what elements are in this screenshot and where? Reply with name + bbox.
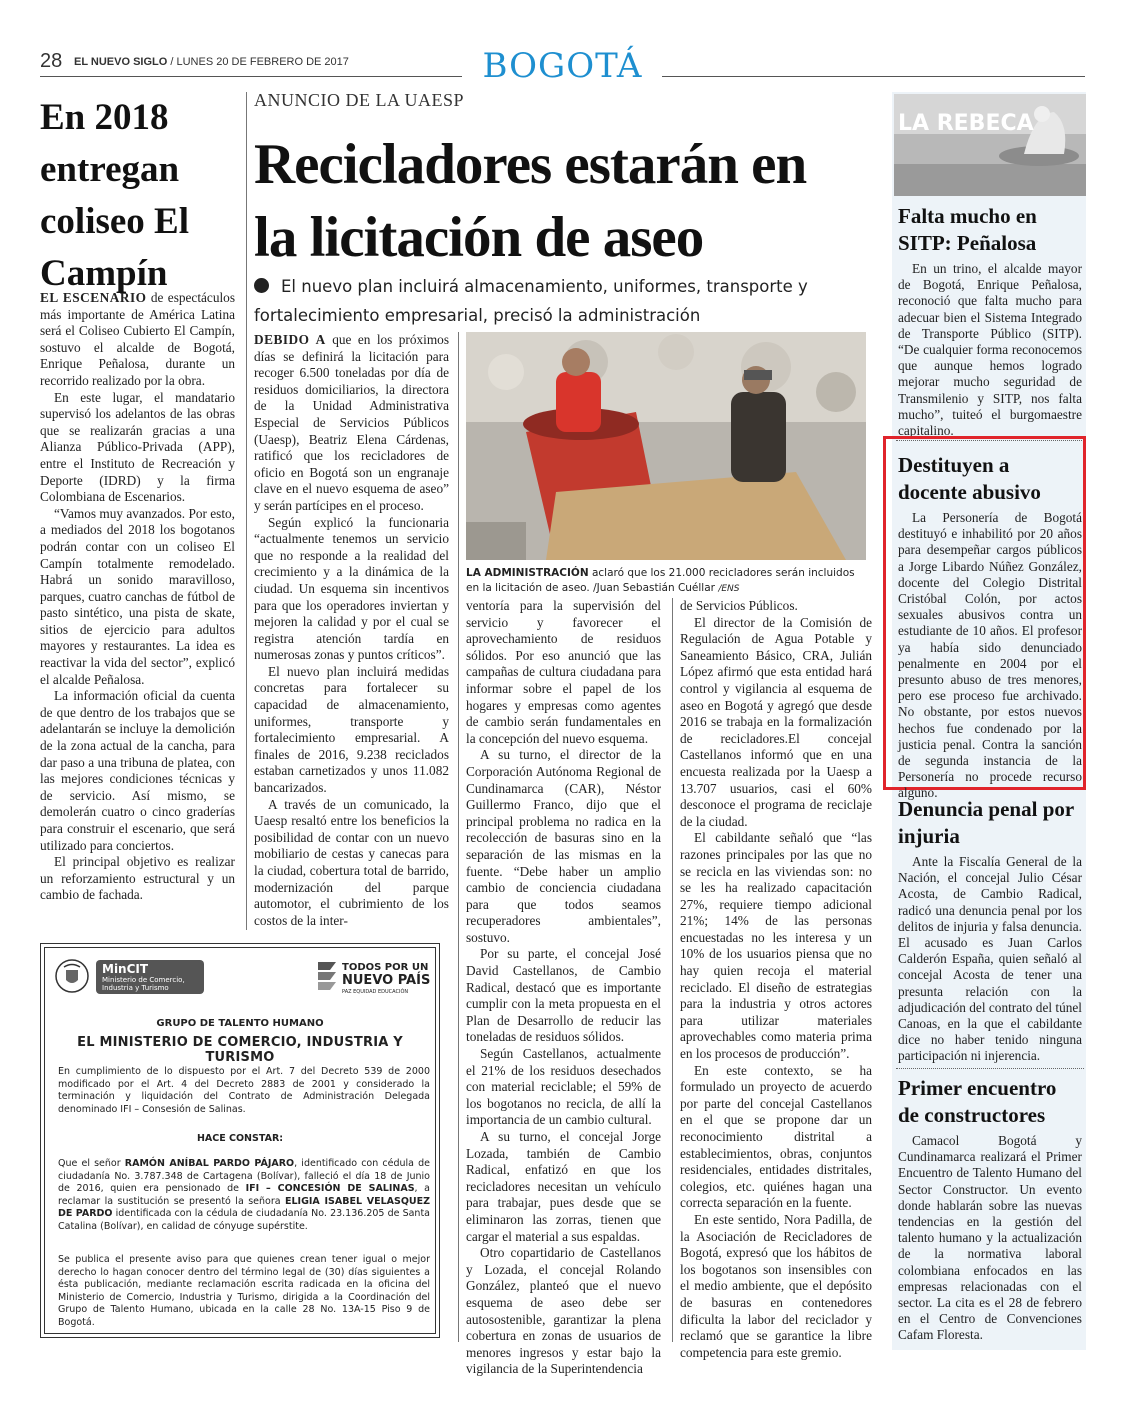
main-column-2	[466, 598, 661, 1378]
section-title: BOGOTÁ	[482, 46, 643, 86]
column-divider	[672, 598, 673, 1342]
left-article-body	[40, 290, 235, 904]
main-paragraph: Según explicó la funcionaria “actualmente tenemos un servicio que no responde a la realidad del crecimiento y a la dinámica de la ciudad. Un esquema sin incentivos para que los operadores inviertan y mejoren la calidad y por el cual se registra atención tardía en numerosas zonas y puntos críticos”.	[254, 514, 449, 663]
main-paragraph: A su turno, el director de la Corporación Autónoma Regional de Cundinamarca (CAR), Néstor Guillermo Franco, dijo que el principal problema no radica en la recolección de basuras sino en la separación de las mismas en la fuente. “Debe haber un amplio cambio de conciencia ciudadana para que todos seamos recuperadores ambientales”, sostuvo.	[466, 747, 661, 945]
article-photo	[466, 332, 866, 560]
sidebar-item-text: En un trino, el alcalde mayor de Bogotá, Enrique Peñalosa, reconoció que falta mucho para adecuar bien el Sistema Integrado de Transporte Público (SITP). “De cualquier forma reconocemos que aunque hemos logrado mejorar mucho seguridad de Transmilenio y SITP, nos falta mucho”, tuiteó el burgomaestre capitalino.	[898, 261, 1082, 439]
left-lead: EL ESCENARIO	[40, 290, 147, 305]
ad-closing: Se publica el presente aviso para que quienes crean tener igual o mejor derecho lo hagan conocer dentro del término legal de (30) días siguientes a ésta publicación, mediante reclamación escrita radicada en la oficina del Ministerio de Comercio, Industria y Turismo, dirigida a la Coordinación del Grupo de Talento Humano, ubicada en la calle 28 No. 13A-15 Piso 9 de Bogotá.	[58, 1254, 430, 1328]
photo-caption: LA ADMINISTRACIÓN aclaró que los 21.000 recicladores serán incluidos en la licitación de aseo. /Juan Sebastián Cuéllar /ENS	[466, 567, 855, 594]
left-paragraph: En este lugar, el mandatario supervisó los adelantos de las obras que se realizarán gracias a una Alianza Público-Privada (APP), entre el Instituto de Recreación y Deporte (IDRD) y la firma Colombiana de Escenarios.	[40, 389, 235, 505]
left-paragraph: El principal objetivo es realizar un reforzamiento estructural y un cambio de fachada.	[40, 854, 235, 903]
column-divider	[458, 332, 459, 1342]
main-paragraph: El director de la Comisión de Regulación de Agua Potable y Saneamiento Básico, CRA, Julián López afirmó que esta entidad hará control y vigilancia al esquema de aseo en Bogotá y agregó que desde 2016 se trabaja en la formalización de recicladores.El concejal Castellanos informó que en una encuesta realizada por la Uaesp a 13.707 usuarios, casi el 60% desconoce el programa de reciclaje de la ciudad.	[680, 614, 872, 829]
sidebar-item-title: Falta mucho en SITP: Peñalosa	[898, 204, 1037, 255]
left-paragraph: EL ESCENARIO de espectáculos más importante de América Latina será el Coliseo Cubierto El Campín, sostuvo el alcalde de Bogotá, Enrique Peñalosa, durante un recorrido realizado por la obra.	[40, 290, 235, 388]
main-paragraph: Según Castellanos, actualmente el 21% de los residuos desechados con material reciclable; el 59% de los bogotanos no recicla, de allí la importancia de un cambio cultural.	[466, 1046, 661, 1128]
ad-declaration: HACE CONSTAR:	[196, 1133, 284, 1144]
main-column-1	[254, 332, 449, 929]
sidebar-item-title: Denuncia penal por injuria	[898, 797, 1074, 848]
flag-arrow-icon	[316, 958, 338, 994]
newspaper-name: EL NUEVO SIGLO	[74, 56, 168, 68]
page-number: 28	[40, 50, 63, 72]
issue-date: / LUNES 20 DE FEBRERO DE 2017	[170, 56, 349, 68]
sidebar-item-text: Ante la Fiscalía General de la Nación, el concejal Julio César Acosta, de Cambio Radical, radicó una denuncia penal por los delitos de injuria y falsa denuncia. El acusado es Juan Carlos Calderón España, quien señaló al concejal Acosta de tener una presunta relación con la adjudicación del contrato del túnel Canoas, en la que el cabildante dice no haber tenido ninguna participación ni injerencia.	[898, 854, 1082, 1064]
ad-group-name: GRUPO DE TALENTO HUMANO	[156, 1018, 324, 1029]
caption-lead: LA ADMINISTRACIÓN	[466, 567, 589, 579]
ad-intro: En cumplimiento de lo dispuesto por el Art. 7 del Decreto 539 de 2000 modificado por el Art. 4 del Decreto 2883 de 2001 y considerado la terminación y liquidación del Contrato de Administración Delegada denominado IFI – Consesión de Salinas.	[58, 1066, 430, 1115]
main-paragraph: de Servicios Públicos.	[680, 598, 798, 613]
sidebar-item-title: Destituyen a docente abusivo	[898, 453, 1041, 504]
sidebar-item-text: La Personería de Bogotá destituyó e inhabilitó por 20 años para desempeñar cargos públicos a Jorge Libardo Núñez González, docente del Colegio Distrital Cristóbal Colón, por actos sexuales abusivos contra un estudiante de 10 años. El profesor ya había sido denunciado penalmente en 2004 por el presunto abuso de tres menores, pero ese proceso fue archivado. No obstante, por estos nuevos hechos fue condenado por la justicia penal. Contra la sanción de segunda instancia de la Personería no procede recurso alguno.	[898, 510, 1082, 801]
main-paragraph: Por su parte, el concejal José David Castellanos, de Cambio Radical, destacó que es importante cumplir con la meta propuesta en el Plan de Desarrollo de reducir las toneladas de residuos sólidos.	[466, 946, 661, 1045]
sidebar-item-text: Camacol Bogotá y Cundinamarca realizará el Primer Encuentro de Talento Humano del Sector Constructor. Un evento donde hablarán sobre las nuevas tendencias en la gestión del talento humano y la actualización de la normativa laboral colombiana enfocados en las empresas relacionadas con el sector. La cita es el 28 de febrero en el Centro de Convenciones Cafam Floresta.	[898, 1133, 1082, 1343]
sidebar-label: LA REBECA	[898, 111, 1034, 136]
main-subhead: El nuevo plan incluirá almacenamiento, uniformes, transporte y fortalecimiento empresarial, precisó la administración	[254, 277, 808, 325]
sidebar-header-image	[894, 94, 1086, 196]
bullet-icon	[254, 278, 269, 293]
main-paragraph: A su turno, el concejal Jorge Lozada, también de Cambio Radical, enfatizó en que los recicladores necesitan un vehículo para trabajar, pues desde que se eliminaron las zorras, tienen que cargar el material a sus espaldas.	[466, 1129, 661, 1244]
column-divider	[246, 92, 247, 930]
ad-ministry-title: EL MINISTERIO DE COMERCIO, INDUSTRIA Y TURISMO	[77, 1035, 403, 1065]
main-paragraph: A través de un comunicado, la Uaesp resaltó entre los beneficios la posibilidad de contar con un nuevo mobiliario de cestas y canecas para la ciudad, cobertura total de barrido, modernización del parque automotor, el cubrimiento de los costos de la inter-	[254, 796, 449, 928]
sidebar-item-title: Primer encuentro de constructores	[898, 1076, 1057, 1127]
left-paragraph: “Vamos muy avanzados. Por esto, a mediados del 2018 los bogotanos podrán contar con un coliseo El Campín totalmente remodelado. Habrá un sonido maravilloso, parques, cuatro canchas de fútbol de pasto sintético, una pista de skate, sitios de ejercicio para adultos mayores y restaurantes. La idea es reactivar la vida del sector”, explicó el alcalde Peñalosa.	[40, 505, 235, 687]
mincit-logo: MinCIT Ministerio de Comercio, Industria y Turismo	[96, 960, 204, 994]
main-paragraph: En este contexto, se ha formulado un proyecto de acuerdo por parte del concejal Castellanos en el que se propone dar un reconocimiento distrital a establecimientos, obras, conjuntos residenciales, entidades distritales, colegios, etc. quiénes hagan una correcta separación en la fuente.	[680, 1062, 872, 1211]
main-paragraph: El nuevo plan incluirá medidas concretas para fortalecer su capacidad de almacenamiento, uniformes, transporte y fortalecimiento empresarial. A finales de 2016, 9.238 reciclados estaban carnetizados y unos 11.082 bancarizados.	[254, 663, 449, 796]
coat-of-arms-icon	[54, 958, 90, 994]
recyclers-photo-illustration	[466, 332, 866, 560]
main-paragraph: ventoría para la supervisión del servicio y favorecer el aprovechamiento de residuos sólidos. Por eso anunció que las campañas de cultura ciudadana para informar sobre el papel de los hogares y empresas como agentes de cambio serán fundamentales en la concepción del nuevo esquema.	[466, 598, 661, 746]
main-paragraph: El cabildante señaló que “las razones principales por las que no se recicla en las viviendas son: no se les ha realizado capacitación 27%, requiere tiempo adicional 21%; 14% de las personas encuestadas no les interesa y un 10% de los usuarios piensa que no hay quien recoja el material reciclado. El diseño de estrategias para la industria y otros actores para utilizar materiales aprovechables como materia prima en los procesos de producción”.	[680, 830, 872, 1062]
sidebar-separator	[896, 1068, 1084, 1069]
main-paragraph: DEBIDO A que en los próximos días se definirá la licitación para recoger 6.500 toneladas por día de residuos domiciliarios, la directora de la Unidad Administrativa Especial de Servicios Públicos (Uaesp), Beatriz Elena Cárdenas, ratificó que los recicladores de oficio en Bogotá son un engranaje clave en el nuevo esquema de aseo” y serán partícipes en el proceso.	[254, 332, 449, 513]
main-kicker: ANUNCIO DE LA UAESP	[254, 90, 465, 110]
main-paragraph: En este sentido, Nora Padilla, de la Asociación de Recicladores de Bogotá, expresó que los hábitos de los bogotanos son insensibles con el medio ambiente, que el depósito de basuras en contenedores dificulta la labor del reciclador y reclamó que se garantice la libre competencia para este gremio.	[680, 1211, 872, 1360]
ad-body: Que el señor RAMÓN ANÍBAL PARDO PÁJARO, identificado con cédula de ciudadanía No. 3.787.348 de Cartagena (Bolívar), falleció el día 18 de Junio de 2016, quien era pensionado de IFI – CONCESIÓN DE SALINAS, a reclamar la sustitución se presentó la señora ELIGIA ISABEL VELASQUEZ DE PARDO identificada con la cédula de ciudadanía No. 23.136.205 de Santa Catalina (Bolívar), en calidad de cónyuge supérstite.	[58, 1158, 431, 1232]
campaign-logo: TODOS POR UN NUEVO PAÍS PAZ EQUIDAD EDUCACIÓN	[312, 954, 436, 1000]
left-headline: En 2018 entregan coliseo El Campín	[40, 97, 190, 294]
main-column-3	[680, 598, 872, 1361]
main-headline: Recicladores estarán en la licitación de aseo	[254, 133, 807, 269]
left-paragraph: La información oficial da cuenta de que dentro de los trabajos que se adelantarán se incluye la demolición de la zona actual de la cancha, para dar paso a una tribuna de platea, con las mejores condiciones técnicas y de servicio. Así mismo, se demolerán cuatro o cinco graderías para construir el escenario, que será utilizado para conciertos.	[40, 688, 235, 853]
main-paragraph: Otro copartidario de Castellanos y Lozada, el concejal Rolando González, planteó que el nuevo esquema de aseo debe ser autosostenible, garantizar la plena cobertura en zonas de usuarios de menores ingresos y estar bajo la vigilancia de la Superintendencia	[466, 1245, 661, 1377]
main-lead: DEBIDO A	[254, 332, 326, 347]
